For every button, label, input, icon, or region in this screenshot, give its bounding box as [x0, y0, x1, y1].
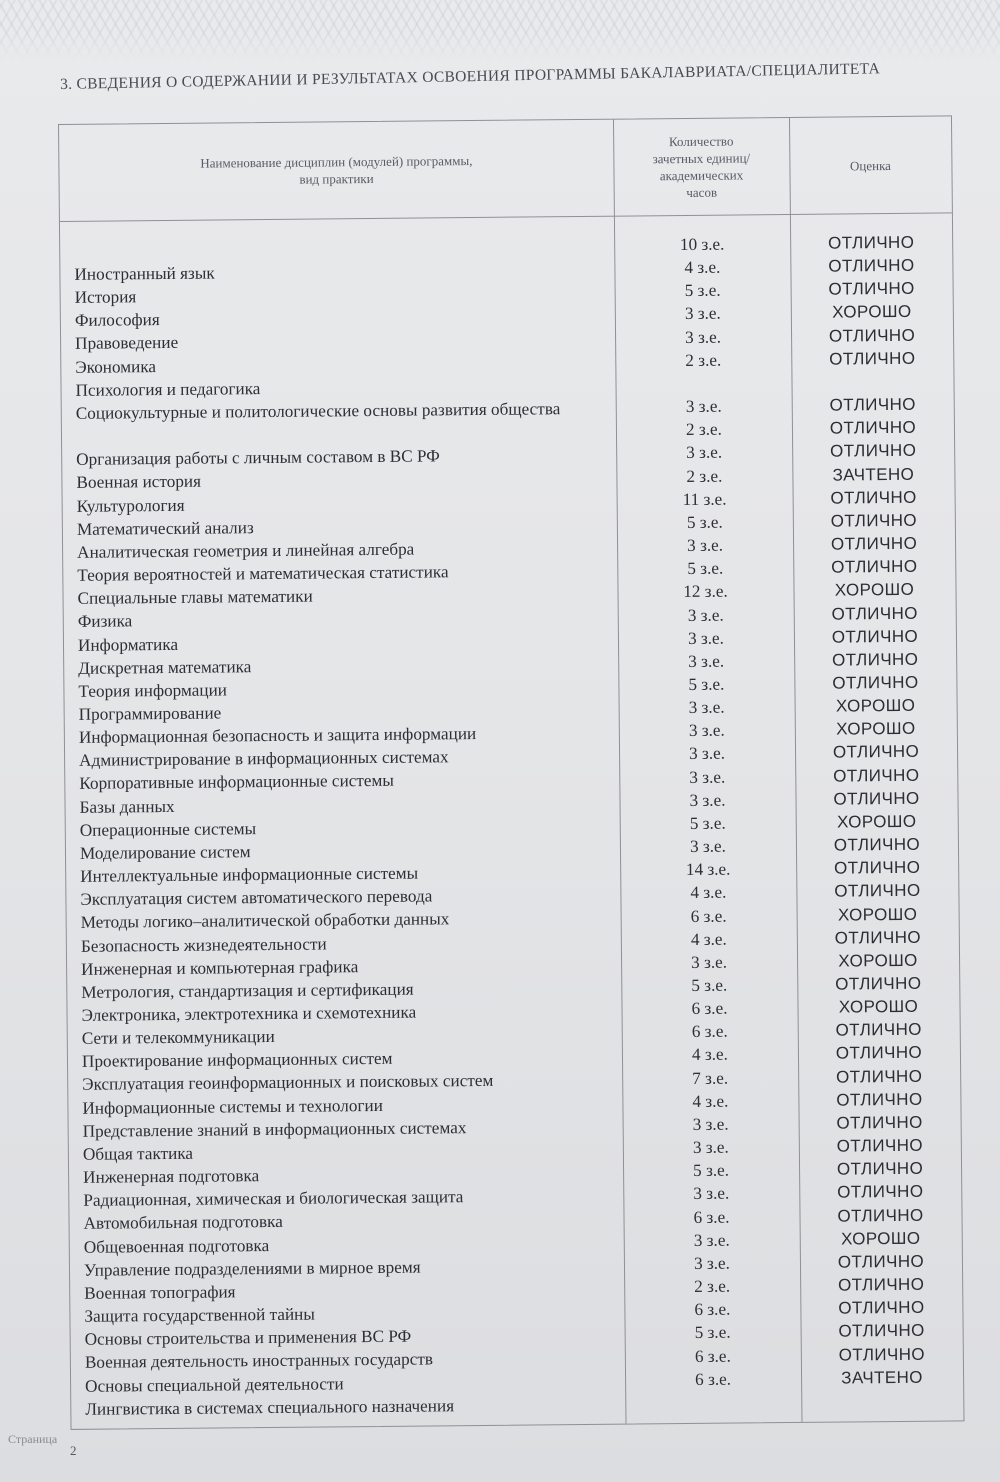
- credits-cell: 6 з.е.: [694, 1346, 731, 1366]
- discipline-name: Администрирование в информационных системах: [79, 747, 449, 771]
- grade-cell: ОТЛИЧНО: [833, 834, 921, 855]
- credits-cell: 6 з.е.: [690, 906, 727, 926]
- discipline-name: Физика: [77, 611, 133, 632]
- credits-column: [614, 232, 801, 1391]
- discipline-name: Моделирование систем: [79, 842, 251, 863]
- discipline-name: Культурология: [76, 495, 185, 516]
- grade-cell: ЗАЧТЕНО: [832, 464, 915, 485]
- grade-cell: ХОРОШО: [837, 904, 918, 925]
- credits-cell: 3 з.е.: [685, 327, 722, 347]
- discipline-name: Проектирование информационных систем: [81, 1049, 393, 1072]
- grade-cell: ОТЛИЧНО: [836, 1112, 923, 1133]
- discipline-name: Военная топография: [84, 1282, 236, 1303]
- grade-cell: ОТЛИЧНО: [834, 881, 921, 901]
- credits-cell: 5 з.е.: [684, 280, 721, 301]
- grade-cell: ОТЛИЧНО: [831, 603, 918, 624]
- discipline-name: Основы специальной деятельности: [85, 1373, 344, 1396]
- discipline-name: Информационные системы и технологии: [82, 1095, 383, 1118]
- grade-cell: ОТЛИЧНО: [829, 348, 916, 369]
- grade-cell: ОТЛИЧНО: [830, 510, 918, 531]
- grade-cell: ОТЛИЧНО: [832, 672, 919, 693]
- grade-cell: ОТЛИЧНО: [838, 1344, 926, 1365]
- grade-cell: ОТЛИЧНО: [833, 765, 920, 786]
- header-discipline-line: вид практики: [299, 170, 374, 187]
- discipline-name: Методы логико–аналитической обработки данных: [80, 909, 450, 933]
- header-credits-line: Количество: [668, 133, 734, 150]
- discipline-name: Электроника, электротехника и схемотехника: [81, 1002, 417, 1025]
- credits-cell: 4 з.е.: [690, 882, 727, 903]
- credits-cell: 4 з.е.: [691, 1045, 729, 1065]
- credits-cell: 5 з.е.: [693, 1160, 730, 1181]
- discipline-name: Основы строительства и применения ВС РФ: [84, 1326, 412, 1350]
- credits-cell: 3 з.е.: [684, 304, 721, 324]
- credits-cell: 6 з.е.: [691, 998, 728, 1019]
- results-table: [58, 115, 964, 1430]
- grade-cell: ОТЛИЧНО: [829, 441, 917, 462]
- grade-cell: ОТЛИЧНО: [831, 649, 919, 670]
- credits-cell: 11 з.е.: [682, 489, 727, 509]
- grade-cell: ХОРОШО: [836, 811, 917, 832]
- grade-cell: ОТЛИЧНО: [828, 279, 915, 299]
- credits-cell: 5 з.е.: [691, 975, 728, 995]
- credits-cell: 3 з.е.: [693, 1253, 731, 1273]
- credits-cell: 3 з.е.: [687, 535, 724, 556]
- header-credits: [613, 118, 790, 216]
- grade-cell: ХОРОШО: [838, 996, 919, 1017]
- grade-cell: ОТЛИЧНО: [836, 1135, 924, 1156]
- discipline-name: Эксплуатация геоинформационных и поисковых систем: [82, 1071, 494, 1095]
- credits-cell: 14 з.е.: [685, 859, 731, 880]
- grade-cell: ОТЛИЧНО: [833, 857, 921, 878]
- discipline-name: Инженерная и компьютерная графика: [81, 956, 359, 979]
- discipline-name: Экономика: [75, 356, 157, 377]
- page-number: 2: [70, 1443, 77, 1458]
- credits-cell: 12 з.е.: [683, 581, 728, 602]
- grade-cell: ОТЛИЧНО: [837, 1274, 925, 1295]
- credits-cell: 6 з.е.: [694, 1299, 731, 1320]
- credits-cell: 3 з.е.: [693, 1230, 730, 1250]
- credits-cell: 3 з.е.: [689, 744, 726, 764]
- discipline-name: Социокультурные и политологические основы развития общества: [75, 399, 561, 423]
- discipline-name: Операционные системы: [79, 818, 257, 840]
- credits-cell: 5 з.е.: [687, 558, 724, 579]
- credits-cell: 3 з.е.: [687, 628, 725, 648]
- credits-cell: 3 з.е.: [685, 396, 722, 417]
- grade-cell: [791, 369, 953, 394]
- grade-cell: ХОРОШО: [840, 1228, 921, 1249]
- discipline-name: Защита государственной тайны: [84, 1304, 315, 1326]
- grade-cell: ХОРОШО: [835, 695, 916, 716]
- discipline-name: Теория информации: [78, 680, 228, 701]
- discipline-name: Программирование: [78, 703, 222, 724]
- discipline-name: Философия: [74, 310, 160, 331]
- grade-cell: ОТЛИЧНО: [837, 1182, 924, 1202]
- discipline-name: Автомобильная подготовка: [83, 1212, 283, 1234]
- discipline-name: Управление подразделениями в мирное время: [83, 1257, 421, 1280]
- grade-cell: ОТЛИЧНО: [833, 788, 920, 809]
- grade-cell: ЗАЧТЕНО: [841, 1367, 923, 1388]
- grade-cell: ОТЛИЧНО: [830, 487, 917, 508]
- discipline-name: Правоведение: [75, 333, 179, 354]
- credits-cell: 10 з.е.: [679, 234, 725, 255]
- discipline-name: Теория вероятностей и математическая статистика: [77, 562, 449, 585]
- discipline-name: Организация работы с личным составом в ВС РФ: [76, 446, 440, 470]
- credits-cell: 3 з.е.: [688, 720, 725, 741]
- credits-cell: 5 з.е.: [694, 1322, 731, 1343]
- grade-cell: ОТЛИЧНО: [828, 255, 915, 276]
- grade-cell: ОТЛИЧНО: [831, 626, 919, 647]
- grade-cell: ОТЛИЧНО: [829, 394, 916, 415]
- credits-cell: 6 з.е.: [695, 1369, 732, 1389]
- discipline-name: Военная деятельность иностранных государств: [84, 1349, 434, 1373]
- credits-cell: 4 з.е.: [690, 929, 727, 949]
- credits-cell: 5 з.е.: [689, 813, 726, 833]
- grade-cell: ОТЛИЧНО: [837, 1251, 925, 1272]
- credits-cell: 3 з.е.: [691, 952, 728, 972]
- grade-cell: ОТЛИЧНО: [827, 232, 915, 253]
- section-title: 3. СВЕДЕНИЯ О СОДЕРЖАНИИ И РЕЗУЛЬТАТАХ ОСВОЕНИЯ ПРОГРАММЫ БАКАЛАВРИАТА/СПЕЦИАЛИТЕТА: [60, 60, 881, 93]
- discipline-name: Представление знаний в информационных системах: [82, 1117, 467, 1141]
- discipline-name: История: [74, 287, 137, 308]
- grade-cell: ОТЛИЧНО: [831, 556, 918, 577]
- discipline-name: Лингвистика в системах специального назначения: [85, 1395, 455, 1419]
- grade-cell: ОТЛИЧНО: [835, 1020, 922, 1040]
- credits-cell: [615, 371, 791, 396]
- credits-cell: 5 з.е.: [686, 512, 723, 532]
- credits-cell: 6 з.е.: [691, 1021, 728, 1042]
- credits-cell: 3 з.е.: [687, 605, 724, 625]
- credits-cell: 3 з.е.: [689, 836, 727, 857]
- header-grade-line: Оценка: [849, 157, 891, 173]
- discipline-column: [74, 258, 615, 1421]
- grade-cell: ОТЛИЧНО: [829, 418, 917, 438]
- discipline-name: Безопасность жизнедеятельности: [80, 934, 327, 956]
- header-grade: [789, 116, 952, 214]
- credits-cell: 3 з.е.: [689, 767, 726, 787]
- grade-cell: ХОРОШО: [832, 302, 912, 323]
- discipline-name: Психология и педагогика: [75, 378, 261, 400]
- grade-cell: ОТЛИЧНО: [837, 1205, 924, 1226]
- credits-cell: 3 з.е.: [692, 1114, 729, 1134]
- credits-cell: 2 з.е.: [686, 466, 723, 486]
- grade-cell: ОТЛИЧНО: [834, 927, 922, 948]
- credits-cell: 5 з.е.: [688, 674, 725, 694]
- grade-cell: ОТЛИЧНО: [838, 1321, 925, 1341]
- decorative-ornament-border: [0, 0, 1000, 60]
- grade-cell: ОТЛИЧНО: [828, 325, 916, 346]
- grade-cell: ОТЛИЧНО: [830, 533, 918, 554]
- discipline-name: Эксплуатация систем автоматического перевода: [80, 886, 433, 910]
- credits-cell: 4 з.е.: [692, 1091, 729, 1111]
- credits-cell: 3 з.е.: [688, 651, 725, 671]
- page-label: Страница: [8, 1432, 58, 1446]
- grade-cell: ОТЛИЧНО: [836, 1089, 923, 1110]
- discipline-name: Информатика: [77, 634, 179, 655]
- discipline-name: Дискретная математика: [78, 656, 252, 678]
- grade-cell: ОТЛИЧНО: [838, 1297, 925, 1318]
- header-discipline-line: Наименование дисциплин (модулей) программы,: [200, 153, 473, 171]
- credits-cell: 7 з.е.: [692, 1068, 729, 1088]
- grade-column: [790, 230, 963, 1389]
- credits-cell: 2 з.е.: [694, 1276, 731, 1296]
- credits-cell: 4 з.е.: [684, 257, 721, 278]
- header-credits-line: часов: [686, 184, 718, 200]
- discipline-name: Общевоенная подготовка: [83, 1235, 270, 1257]
- grade-cell: ОТЛИЧНО: [835, 973, 922, 994]
- discipline-name: Метрология, стандартизация и сертификация: [81, 979, 414, 1002]
- discipline-name: Общая тактика: [82, 1143, 194, 1164]
- discipline-name: Математический анализ: [76, 517, 254, 539]
- header-discipline: [59, 120, 614, 221]
- discipline-name: Сети и телекоммуникации: [81, 1027, 275, 1048]
- credits-cell: 6 з.е.: [693, 1207, 730, 1227]
- discipline-name: Информационная безопасность и защита информации: [78, 724, 477, 747]
- discipline-name: Иностранный язык: [74, 263, 215, 284]
- grade-cell: ОТЛИЧНО: [832, 742, 920, 763]
- discipline-name: Корпоративные информационные системы: [79, 771, 395, 794]
- credits-cell: 3 з.е.: [693, 1184, 730, 1204]
- credits-cell: 3 з.е.: [692, 1137, 729, 1158]
- header-credits-line: академических: [659, 167, 744, 184]
- discipline-name: Интеллектуальные информационные системы: [80, 863, 419, 886]
- discipline-name: Инженерная подготовка: [83, 1166, 260, 1187]
- grade-cell: ОТЛИЧНО: [836, 1158, 924, 1179]
- credits-cell: 3 з.е.: [686, 443, 723, 463]
- grade-cell: ХОРОШО: [834, 580, 915, 600]
- grade-cell: ОТЛИЧНО: [835, 1043, 923, 1064]
- header-credits-line: зачетных единиц/: [652, 150, 751, 167]
- discipline-name: Аналитическая геометрия и линейная алгебра: [77, 539, 415, 562]
- credits-cell: 3 з.е.: [689, 790, 726, 810]
- discipline-name: Базы данных: [79, 796, 175, 817]
- credits-cell: 2 з.е.: [685, 419, 723, 440]
- grade-cell: ОТЛИЧНО: [835, 1066, 923, 1087]
- grade-cell: ХОРОШО: [836, 719, 916, 739]
- discipline-name: Радиационная, химическая и биологическая защита: [83, 1187, 464, 1211]
- credits-cell: 3 з.е.: [688, 697, 725, 718]
- credits-cell: 2 з.е.: [685, 350, 722, 370]
- grade-cell: ХОРОШО: [838, 950, 918, 971]
- discipline-name: Военная история: [76, 472, 202, 493]
- discipline-name: Специальные главы математики: [77, 586, 313, 609]
